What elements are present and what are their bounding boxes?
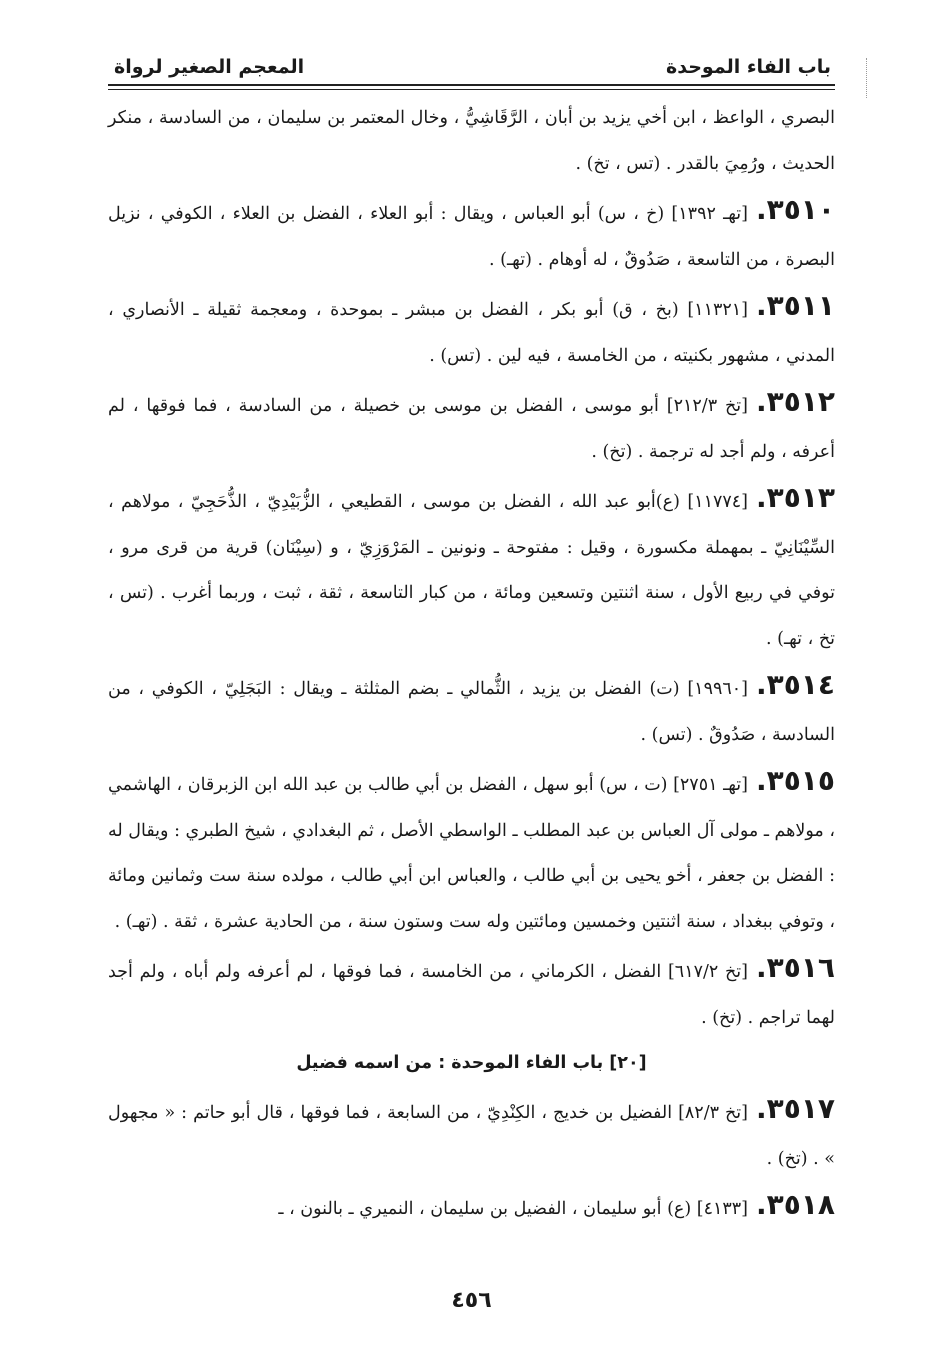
header-rule bbox=[108, 84, 835, 86]
entry-3511 bbox=[108, 283, 835, 379]
entry-3513 bbox=[108, 475, 835, 662]
entry-text: [تهـ ١٣٩٢] (خ ، س) أبو العباس ، ويقال : أبو العلاء ، الفضل بن العلاء ، الكوفي ، نزيل البصرة ، من التاسعة ، صَدُوقٌ ، له أوهام . (تهـ) . bbox=[108, 204, 835, 270]
entry-text: [تخ ٢١٢/٣] أبو موسى ، الفضل بن موسى بن خصيلة ، من السادسة ، فما فوقها ، لم أعرفه ، ولم أجد له ترجمة . (تخ) . bbox=[108, 396, 835, 462]
entry-text: [تهـ ٢٧٥١] (ت ، س) أبو سهل ، الفضل بن أبي طالب بن عبد الله ابن الزبرقان ، الهاشمي ، مولاهم ـ مولى آل العباس بن عبد المطلب ـ الواسطي الأصل ، ثم البغدادي ، شيخ الطبري : ويقال له : الفضل بن جعفر ، أخو يحيى بن أبي طالب ، والعباس ابن أبي طالب ، مولده سنة ست وثمانين ومائة ، وتوفي ببغداد ، سنة اثنتين وخمسين ومائتين وله ست وستون سنة ، من الحادية عشرة ، ثقة . (تهـ) . bbox=[108, 775, 835, 932]
page-number: ٤٥٦ bbox=[451, 1288, 492, 1313]
entry-number: ٣٥١٠. bbox=[755, 193, 835, 226]
entry-3517 bbox=[108, 1086, 835, 1182]
entry-text: [تخ ٦١٧/٢] الفضل ، الكرماني ، من الخامسة ، فما فوقها ، لم أعرفه ولم أباه ، ولم أجد لهما تراجم . (تخ) . bbox=[108, 962, 835, 1028]
header-chapter: باب الفاء الموحدة bbox=[666, 56, 831, 78]
header-book-title: المعجم الصغير لرواة bbox=[114, 56, 305, 78]
page bbox=[108, 38, 835, 1338]
entry-number: ٣٥١٥. bbox=[755, 764, 835, 797]
entry-3515 bbox=[108, 758, 835, 945]
body-text bbox=[108, 96, 835, 1233]
entry-number: ٣٥١٦. bbox=[756, 951, 835, 984]
entry-3518 bbox=[108, 1182, 835, 1233]
entry-3512 bbox=[108, 379, 835, 475]
running-header bbox=[108, 38, 835, 78]
entry-text: [١١٧٧٤] (ع)أبو عبد الله ، الفضل بن موسى ، القطيعي ، الزُّبَيْدِيّ ، الذُّحَجِيّ ، مولاهم ، السِّيْنَانِيّ ـ بمهملة مكسورة ، وقيل : مفتوحة ـ ونونين ـ المَرْوَزِيّ ، و (سِيْنَان) قرية من قرى مرو ، توفي في ربيع الأول ، سنة اثنتين وتسعين ومائة ، من كبار التاسعة ، ثقة ، ثبت ، وربما أغرب . (تس ، تخ ، تهـ) . bbox=[108, 492, 835, 649]
entry-3516 bbox=[108, 945, 835, 1041]
entry-3514 bbox=[108, 662, 835, 758]
entry-number: ٣٥١٣. bbox=[756, 481, 835, 514]
entry-number: ٣٥١٧. bbox=[756, 1092, 836, 1125]
header-rule-thin bbox=[108, 89, 835, 90]
entry-text: [تخ ٨٢/٣] الفضيل بن خديج ، الكِنْدِيّ ، من السابعة ، فما فوقها ، قال أبو حاتم : « مجهول » . (تخ) . bbox=[108, 1103, 835, 1169]
entry-number: ٣٥١٨. bbox=[756, 1188, 835, 1221]
entry-3510 bbox=[108, 187, 835, 283]
entry-number: ٣٥١٢. bbox=[756, 385, 835, 418]
margin-mark bbox=[865, 58, 867, 98]
intro-paragraph: البصري ، الواعظ ، ابن أخي يزيد بن أبان ، الرَّقَاشِيُّ ، وخال المعتمر بن سليمان ، من السادسة ، منكر الحديث ، ورُمِيَ بالقدر . (تس ، تخ) . bbox=[108, 108, 835, 174]
entry-number: ٣٥١١. bbox=[756, 289, 835, 322]
entry-number: ٣٥١٤. bbox=[756, 668, 835, 701]
entry-text: [٤١٣٣] (ع) أبو سليمان ، الفضيل بن سليمان ، النميري ـ بالنون ، ـ bbox=[278, 1199, 748, 1219]
entry-text: [١١٣٢١] (بخ ، ق) أبو بكر ، الفضل بن مبشر ـ بموحدة ، ومعجمة ثقيلة ـ الأنصاري ، المدني ، مشهور بكنيته ، من الخامسة ، فيه لين . (تس) . bbox=[108, 300, 835, 366]
section-heading: [٢٠] باب الفاء الموحدة : من اسمه فضيل bbox=[296, 1053, 647, 1073]
entry-text: [١٩٩٦٠] (ت) الفضل بن يزيد ، الثُّمالي ـ بضم المثلثة ـ ويقال : البَجَلِيّ ، الكوفي ، من السادسة ، صَدُوقٌ . (تس) . bbox=[108, 679, 835, 745]
